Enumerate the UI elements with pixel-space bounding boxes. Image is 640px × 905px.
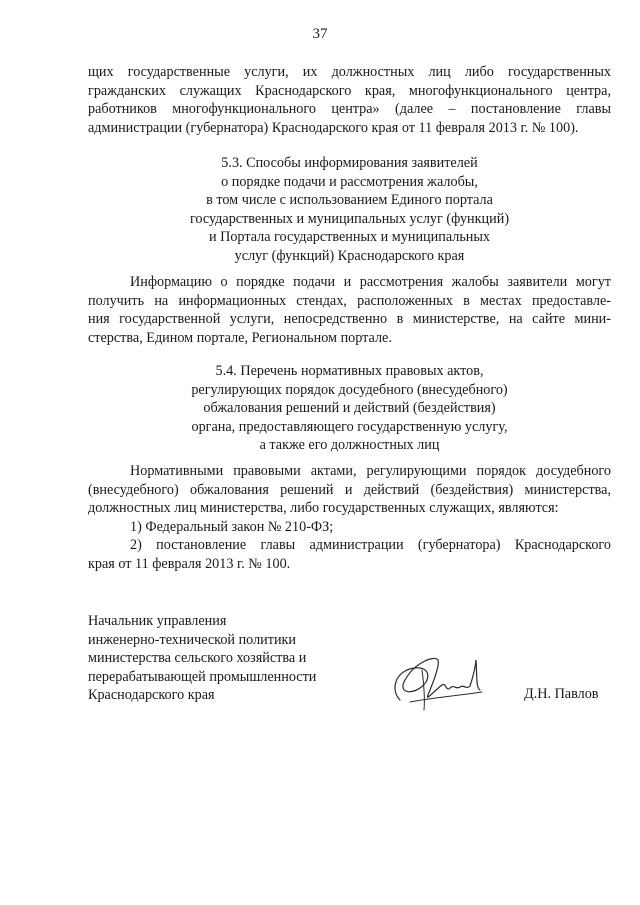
section-5-4-heading	[88, 362, 611, 455]
heading-line: обжалования решений и действий (бездействия)	[203, 400, 496, 416]
page-number: 37	[312, 26, 328, 42]
text-line: Нормативными правовыми актами, регулирующими порядок досудебного	[130, 463, 611, 479]
text-line: гражданских служащих Краснодарского края, многофункционального центра,	[88, 82, 611, 99]
text-line: Информацию о порядке подачи и рассмотрения жалобы заявители могут	[130, 274, 611, 290]
text-line: щих государственные услуги, их должностных лиц либо государственных	[88, 64, 611, 80]
text-line: стерства, Едином портале, Региональном портале.	[88, 330, 392, 347]
heading-line: в том числе с использованием Единого портала	[206, 192, 493, 208]
text-line: работников многофункционального центра» (далее – постановление главы	[88, 101, 611, 118]
section-5-4-body	[88, 462, 611, 518]
heading-line: 5.4. Перечень нормативных правовых актов,	[215, 363, 484, 379]
signatory-title	[88, 612, 316, 705]
title-line: Краснодарского края	[88, 687, 215, 704]
heading-line: органа, предоставляющего государственную услугу,	[191, 418, 508, 435]
title-line: Начальник управления	[88, 613, 227, 629]
text-line: должностных лиц министерства, либо государственных служащих, являются:	[88, 500, 559, 517]
title-line: инженерно-технической политики	[88, 631, 297, 648]
signatory-name: Д.Н. Павлов	[524, 686, 599, 702]
text-line: получить на информационных стендах, расположенных в местах предоставле-	[88, 292, 611, 309]
text-line: 2) постановление главы администрации (губернатора) Краснодарского	[130, 537, 611, 553]
title-line: министерства сельского хозяйства и	[88, 650, 307, 667]
title-line: перерабатывающей промышленности	[88, 668, 317, 685]
handwritten-signature	[380, 640, 500, 720]
text-line: ния государственной услуги, непосредственно в министерстве, на сайте мини-	[88, 311, 611, 328]
list-item-2	[88, 536, 611, 573]
section-5-3-body	[88, 273, 611, 348]
section-5-3-heading	[88, 154, 611, 265]
intro-paragraph	[88, 63, 611, 138]
heading-line: услуг (функций) Краснодарского края	[234, 247, 465, 264]
heading-line: и Портала государственных и муниципальных	[208, 229, 491, 245]
text-line: (внесудебного) обжалования решений и действий (бездействия) министерства,	[88, 481, 611, 498]
heading-line: 5.3. Способы информирования заявителей	[221, 155, 478, 171]
text-line: администрации (губернатора) Краснодарского края от 11 февраля 2013 г. № 100).	[88, 120, 579, 137]
text-line: края от 11 февраля 2013 г. № 100.	[88, 555, 291, 572]
heading-line: государственных и муниципальных услуг (функций)	[189, 210, 510, 227]
heading-line: а также его должностных лиц	[259, 437, 440, 453]
list-item-1: 1) Федеральный закон № 210-ФЗ;	[130, 519, 334, 535]
heading-line: о порядке подачи и рассмотрения жалобы,	[221, 173, 478, 190]
heading-line: регулирующих порядок досудебного (внесудебного)	[191, 381, 508, 398]
